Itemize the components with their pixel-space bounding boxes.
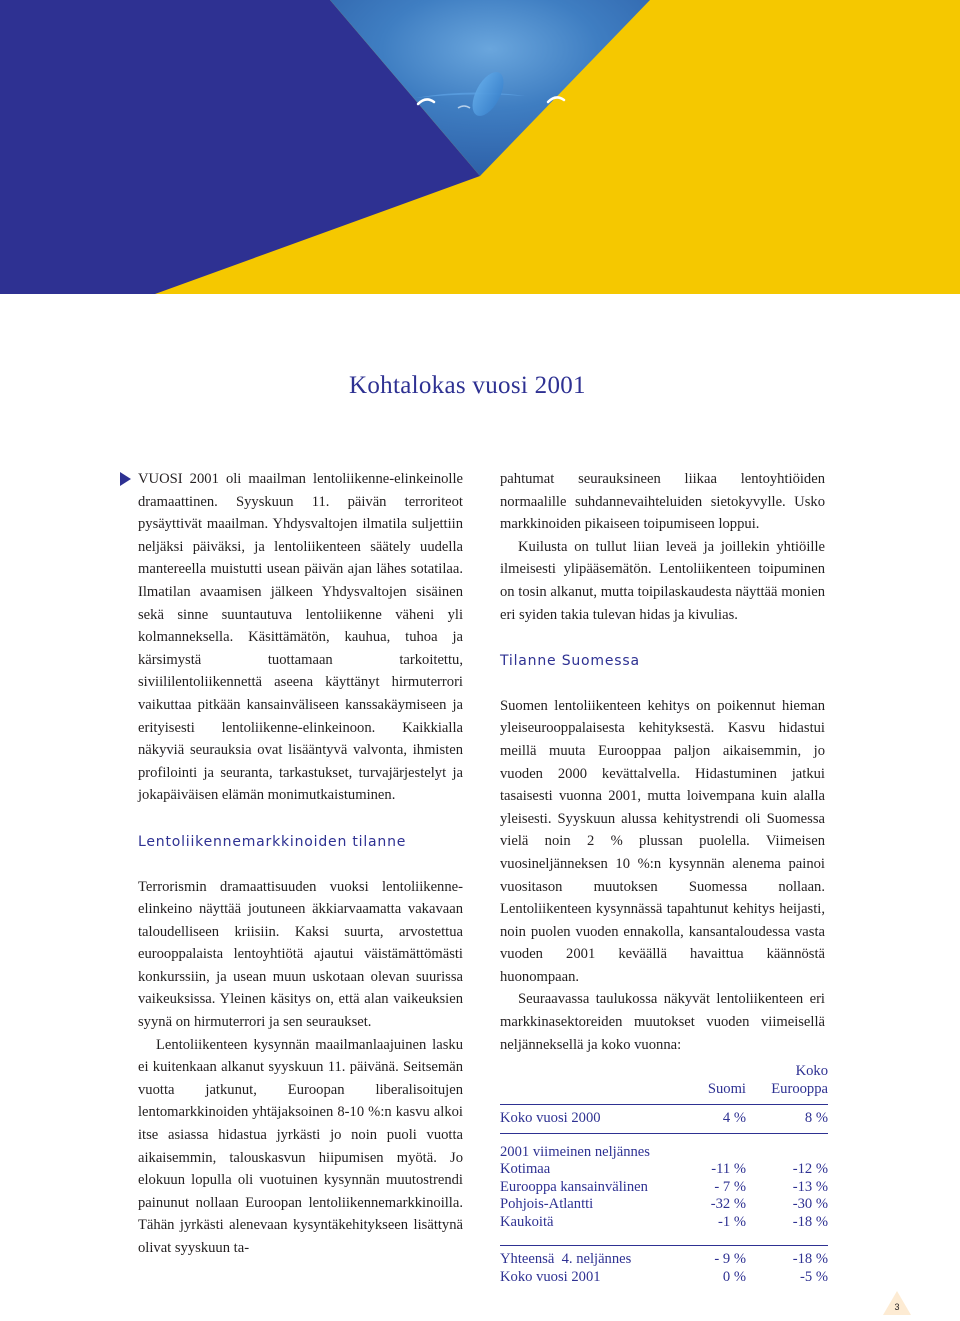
table-row: Yhteensä 4. neljännes - 9 % -18 %	[500, 1251, 828, 1267]
right-column	[500, 468, 825, 1056]
section-heading-finland: Tilanne Suomessa	[500, 653, 640, 670]
table-row: Pohjois-Atlantti -32 % -30 %	[500, 1196, 828, 1212]
page-number: 3	[894, 1302, 900, 1312]
column-header-eurooppa: Koko Eurooppa	[771, 1063, 828, 1097]
table-row: Koko vuosi 2000 4 % 8 %	[500, 1110, 828, 1126]
column-header-suomi: Suomi	[707, 1080, 746, 1097]
body-paragraph: Suomen lentoliikenteen kehitys on poikennut hieman yleiseurooppalaisesta kehityksestä. Kasvu hidastui meillä muuta Eurooppaa paljon aikaisemmin, jo vuoden 2000 kevättalvella. Hidastuminen jatkui tasaisesti vuonna 2001, mutta loivempana kuin alalla yleisesti. Syyskuun alussa kehitystrendi oli Suomessa vielä noin 2 % plussan puolella. Viimeisen vuosineljänneksen 10 %:n kysynnän alenema painoi vuositason muutoksen Suomessa nollaan. Lentoliikenteen kysynnässä tapahtunut kehitys heijasti, noin puolen vuoden ennakolla, kansantaloudessa vasta vuoden 2001 keväällä havaittua käännöstä huonompaan.	[500, 697, 825, 985]
left-column	[138, 468, 463, 1260]
table-row: Eurooppa kansainvälinen - 7 % -13 %	[500, 1178, 828, 1195]
page-title: Kohtalokas vuosi 2001	[349, 372, 586, 399]
page-number-badge	[882, 1290, 912, 1316]
section-heading-markets: Lentoliikennemarkkinoiden tilanne	[138, 833, 407, 850]
table-header	[500, 1062, 828, 1098]
table-group-title: 2001 viimeinen neljännes	[500, 1143, 650, 1160]
body-paragraph: Seuraavassa taulukossa näkyvät lentoliikenteen eri markkinasektoreiden muutokset vuoden viimeisellä neljänneksellä ja koko vuonna:	[500, 991, 825, 1053]
airplane-in-sky-photo	[0, 0, 960, 294]
body-paragraph: Lentoliikenteen kysynnän maailmanlaajuinen lasku ei kuitenkaan alkanut syyskuun 11. päivänä. Seitsemän vuotta jatkunut, Euroopan liberalisoitujen lentomarkkinoiden yhtäjaksoinen 8-10 %:n kasvu alkoi itse asiassa hidastua jyrkästi jo noin puoli vuotta aikaisemmin, talouskasvun hiipumisen myötä. Jo elokuun lopulla oli vuotuinen kysynnän muutostrendi painunut nollaan Euroopan lentoliikennemarkkinoilla. Tähän jyrkästi alenevaan kysyntäkehitykseen lisättynä olivat syyskuun ta-	[138, 1036, 463, 1256]
table-row: Kaukoitä -1 % -18 %	[500, 1213, 828, 1230]
intro-paragraph: VUOSI 2001 oli maailman lentoliikenne-elinkeinolle dramaattinen. Syyskuun 11. päivän terroriteot pysäyttivät maailman. Yhdysvaltojen ilmatila suljettiin neljäksi päiväksi, ja lentoliikenteen säätely uudella mantereella muistutti usean päivän ajan lähes sotatilaa. Ilmatilan avaamisen jälkeen Yhdysvaltojen sisäinen sekä sinne suuntautuva lentoliikenne väheni yli kolmanneksella. Käsittämätön, kauhua, tuhoa ja kärsimystä tuottamaan tarkoitettu, siviililentoliikennettä aseena käyttänyt hirmuterrori vaikuttaa pitkään kansainväliseen kanssakäymiseen ja erityisesti lentoliikenne-elinkeinoon. Kaikkialla näkyviä seurauksia ovat lisääntyvä valvonta, ihmisten profilointi ja seuranta, tarkastukset, turvajärjestelyt ja jokapäiväisen elämän monimutkaistuminen.	[138, 471, 463, 804]
market-change-table	[500, 1062, 828, 1286]
table-divider	[500, 1104, 828, 1105]
hero-image	[0, 0, 960, 294]
body-paragraph: Kuilusta on tullut liian leveä ja joillekin yhtiöille ilmeisesti ylipääsemätön. Lentoliikenteen toipuminen on tosin alkanut, mutta toipilaskaudesta näyttää monien eri syiden takia tulevan hidas ja kivulias.	[500, 538, 825, 623]
body-paragraph: Terrorismin dramaattisuuden vuoksi lentoliikenne-elinkeino näyttää joutuneen äkkiarvaamatta vakavaan taloudelliseen kriisiin. Kaksi suurta, arvostettua eurooppalaista lentoyhtiötä ajautui väistämättömästi konkurssiin, ja usean muun uskotaan olevan suurissa vaikeuksissa. Yleinen käsitys on, että alan vaikeuksien syynä on hirmuterrori ja sen seuraukset.	[138, 878, 463, 1031]
table-row: Kotimaa -11 % -12 %	[500, 1161, 828, 1177]
body-paragraph: pahtumat seurauksineen liikaa lentoyhtiöiden normaalille suhdannevaihteluiden sietokyvylle. Usko markkinoiden pikaiseen toipumiseen loppui.	[500, 471, 825, 533]
table-row: Koko vuosi 2001 0 % -5 %	[500, 1268, 828, 1285]
table-divider	[500, 1245, 828, 1246]
triangle-bullet-icon	[120, 472, 131, 486]
